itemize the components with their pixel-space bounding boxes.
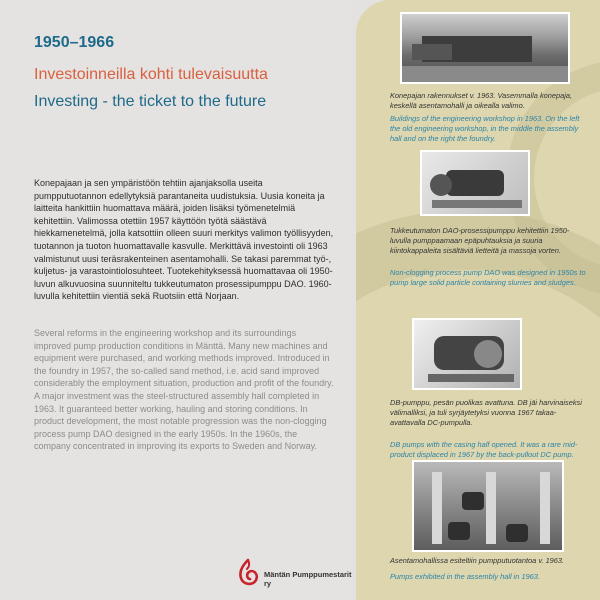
caption-1-english: Buildings of the engineering workshop in 1963. On the left the old engineering workshop, in the middle the assembly hall and on the right the foundry.: [390, 114, 580, 143]
title-english: Investing - the ticket to the future: [34, 93, 267, 110]
caption-4-finnish: Asentamohallissa esiteltiin pumpputuotantoa v. 1963.: [390, 556, 565, 565]
period-heading: 1950–1966: [34, 34, 115, 51]
caption-1-finnish: Konepajan rakennukset v. 1963. Vasemmalla konepaja, keskellä asentamohalli ja oikealla valimo.: [390, 91, 573, 110]
photo-workshop-buildings: [400, 12, 570, 84]
photo-assembly-hall-exhibit: [412, 460, 564, 552]
caption-2-finnish: Tukkeutumaton DAO-prosessipumppu kehitettiin 1950-luvulla pumppaamaan epäpuhtauksia ja suuria kiintokappaleita sisältäviä lietteitä ja massoja vorten.: [390, 226, 570, 255]
body-paragraph-finnish: Konepajaan ja sen ympäristöön tehtiin ajanjaksolla useita pumpputuotannon edellytyksiä parantaneita uudistuksia. Uusia koneita ja laitteita hankittiin huomattava määrä, joiden lisäksi työmenetelmiä kehitettiin. Valimossa otettiin 1957 käyttöön työtä säästävä hiekkamenetelmä, jolla katsottiin olleen suuri merkitys valimon työllisyyden, tuotannon ja tuoton huomattavalle kasvulle. Merkittävä investointi oli 1963 valmistunut uusi teräsrakenteinen asentamohalli. Se takasi paremmat työ-, kuljetus- ja varastointiolosuhteet. Tuotekehityksessä huomattavaa oli 1950-luvun alkuvuosina suunniteltu tukkeutumaton prosessipumppu DAO. 1960-luvulla kehitettiin vientiä sekä Ruotsiin että Norjaan.: [34, 178, 334, 302]
photo-dao-pump: [420, 150, 530, 216]
caption-3-english: DB pumps with the casing half opened. It was a rare mid-product displaced in 1967 by the back-pullout DC pump.: [390, 440, 578, 459]
caption-4-english: Pumps exhibited in the assembly hall in 1963.: [390, 572, 540, 581]
caption-3-finnish: DB-pumppu, pesän puolikas avattuna. DB jäi harvinaiseksi välimalliksi, ja tuli syrjäytetyksi vuonna 1967 takaa-avattavalla DC-pumpulla.: [390, 398, 582, 427]
body-paragraph-english: Several reforms in the engineering workshop and its surroundings improved pump production conditions in Mänttä. Many new machines and equipment were purchased, and working methods improved. Introduced in the foundry in 1957, the so-called sand method, i.e. acid sand improved considerably the employment situation, production and profit of the foundry. A major investment was the steel-structured assembly hall completed in 1963. It guaranteed better working, hauling and storing conditions. In product development, the most notable progression was the non-clogging process pump DAO designed in the early 1950s. In the 1960s, the company concentrated in improving its exports to Sweden and Norway.: [34, 328, 334, 452]
photo-db-pump: [412, 318, 522, 390]
caption-2-english: Non-clogging process pump DAO was designed in 1950s to pump large solid particle containing slurries and sludges.: [390, 268, 586, 287]
title-finnish: Investoinneilla kohti tulevaisuutta: [34, 66, 268, 83]
organization-name: Mäntän Pumppumestarit ry: [264, 570, 352, 588]
red-swirl-logo-icon: [236, 558, 260, 588]
